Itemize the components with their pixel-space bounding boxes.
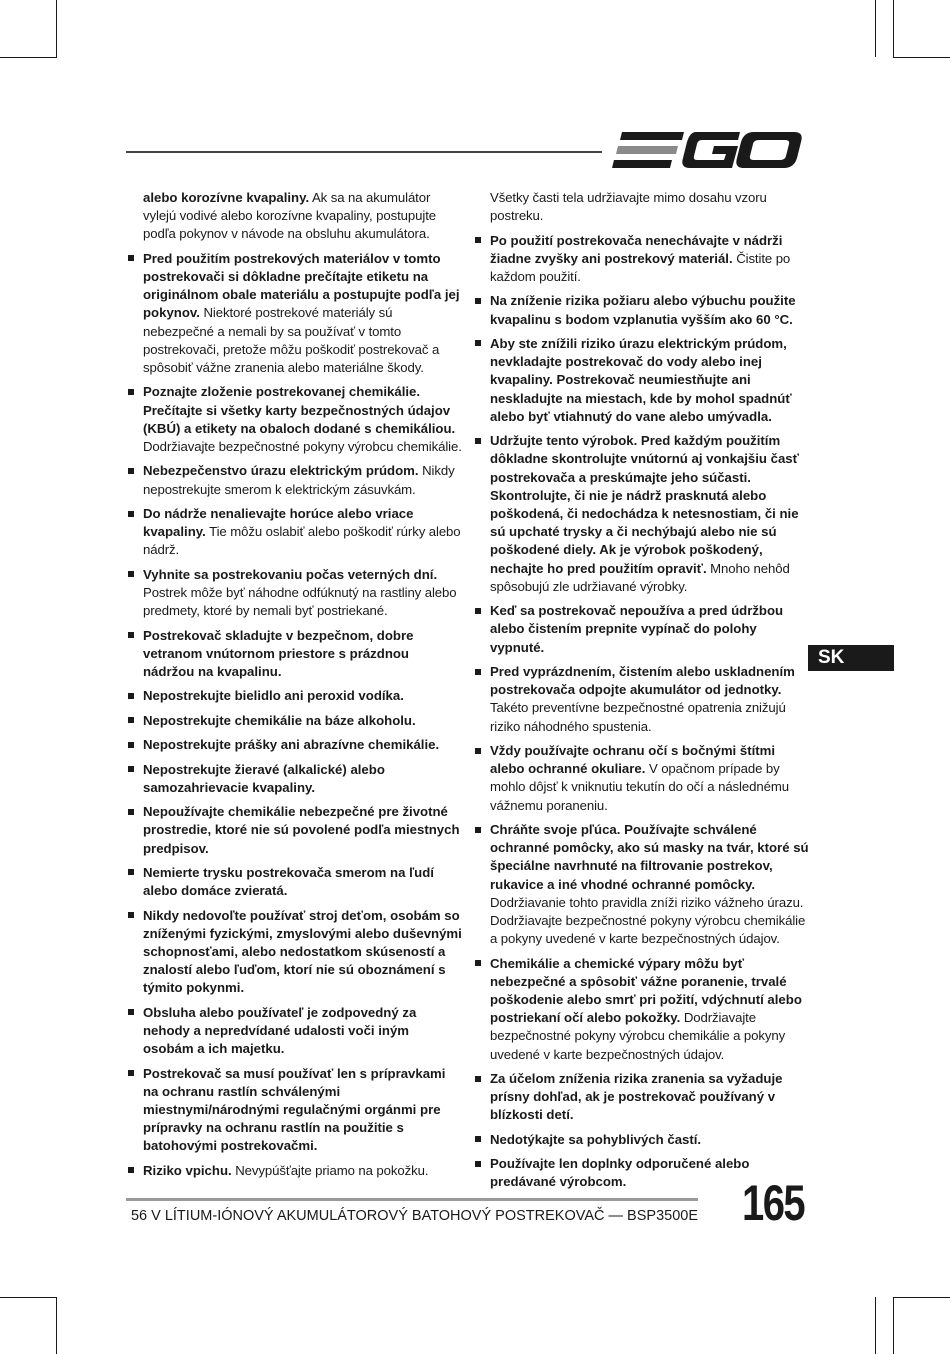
right-column [475, 189, 810, 1198]
list-item: Nedotýkajte sa pohyblivých častí. [475, 1131, 810, 1149]
list-item: Všetky časti tela udržiavajte mimo dosahu vzoru postreku. [490, 190, 767, 224]
crop-mark [875, 1297, 876, 1354]
list-item: Nepostrekujte chemikálie na báze alkoholu. [128, 712, 463, 730]
bullet-icon [128, 255, 134, 261]
list-item: Chráňte svoje pľúca. Používajte schválené ochranné pomôcky, ako sú masky na tvár, ktoré sú špeciálne navrhnuté na filtrovanie postrekov, rukavice a iné vhodné ochranné pomôcky. Dodržiavanie tohto pravidla zníži riziko vážneho úrazu. Dodržiavajte bezpečnostné pokyny výrobcu chemikálie a pokyny uvedené v karte bezpečnostných údajov. [475, 821, 810, 948]
bullet-icon [475, 608, 481, 614]
bullet-icon [128, 1167, 134, 1173]
left-column [128, 189, 463, 1186]
crop-mark [56, 1297, 57, 1354]
list-item: Riziko vpichu. Nevypúšťajte priamo na pokožku. [128, 1162, 463, 1180]
bullet-icon [128, 869, 134, 875]
crop-mark [56, 0, 57, 57]
list-item: Nepostrekujte žieravé (alkalické) alebo samozahrievacie kvapaliny. [128, 761, 463, 797]
bullet-icon [475, 960, 481, 966]
ego-logo [612, 126, 802, 174]
page-number: 165 [742, 1175, 804, 1231]
list-item: Aby ste znížili riziko úrazu elektrickým prúdom, nevkladajte postrekovač do vody alebo inej kvapaliny. Postrekovač neumiestňujte ani neskladujte na miestach, kde by mohol spadnúť alebo byť vtiahnutý do vane alebo umývadla. [475, 335, 810, 426]
bullet-icon [128, 1070, 134, 1076]
bullet-icon [475, 748, 481, 754]
bullet-icon [128, 809, 134, 815]
bullet-icon [128, 742, 134, 748]
list-item: Nebezpečenstvo úrazu elektrickým prúdom. Nikdy nepostrekujte smerom k elektrickým zásuvkám. [128, 462, 463, 498]
list-item: Chemikálie a chemické výpary môžu byť nebezpečné a spôsobiť vážne poranenie, trvalé poškodenie alebo smrť pri požití, vdýchnutí alebo postriekaní očí alebo pokožky. Dodržiavajte bezpečnostné pokyny výrobcu chemikálie a pokyny uvedené v karte bezpečnostných údajov. [475, 955, 810, 1064]
bullet-icon [128, 693, 134, 699]
footer-title: 56 V LÍTIUM-IÓNOVÝ AKUMULÁTOROVÝ BATOHOVÝ POSTREKOVAČ — BSP3500E [130, 1208, 698, 1224]
bullet-icon [475, 827, 481, 833]
bullet-icon [128, 389, 134, 395]
bullet-icon [128, 766, 134, 772]
list-item: Postrekovač skladujte v bezpečnom, dobre vetranom vnútornom priestore s prázdnou nádržou na kvapalinu. [128, 627, 463, 682]
list-item: Keď sa postrekovač nepoužíva a pred údržbou alebo čistením prepnite vypínač do polohy vypnuté. [475, 602, 810, 657]
list-item: Poznajte zloženie postrekovanej chemikálie. Prečítajte si všetky karty bezpečnostných údajov (KBÚ) a etikety na obaloch dodané s chemikáliou. Dodržiavajte bezpečnostné pokyny výrobcu chemikálie. [128, 383, 463, 456]
crop-mark [893, 1297, 950, 1298]
list-item: Používajte len doplnky odporučené alebo predávané výrobcom. [475, 1155, 810, 1191]
crop-mark [875, 0, 876, 57]
bullet-icon [128, 632, 134, 638]
footer-rule [126, 1198, 698, 1201]
bullet-icon [128, 1009, 134, 1015]
list-item: Nepostrekujte prášky ani abrazívne chemikálie. [128, 736, 463, 754]
bullet-icon [128, 571, 134, 577]
bullet-icon [128, 468, 134, 474]
list-item: Pred použitím postrekových materiálov v tomto postrekovači si dôkladne prečítajte etiketu na originálnom obale materiálu a postupujte podľa jej pokynov. Niektoré postrekové materiály sú nebezpečné a nemali by sa používať v tomto postrekovači, pretože môžu poškodiť postrekovač a spôsobiť vážne zranenia alebo materiálne škody. [128, 250, 463, 377]
list-item: Vyhnite sa postrekovaniu počas veterných dní. Postrek môže byť náhodne odfúknutý na rastliny alebo predmety, ktoré by nemali byť postriekané. [128, 566, 463, 621]
list-item: alebo korozívne kvapaliny. Ak sa na akumulátor vylejú vodivé alebo korozívne kvapaliny, postupujte podľa pokynov v návode na obsluhu akumulátora. [143, 190, 437, 242]
bullet-icon [475, 669, 481, 675]
list-item: Nepostrekujte bielidlo ani peroxid vodíka. [128, 687, 463, 705]
crop-mark [893, 57, 950, 58]
list-item: Nemierte trysku postrekovača smerom na ľudí alebo domáce zvieratá. [128, 864, 463, 900]
crop-mark [0, 1297, 57, 1298]
list-item: Do nádrže nenalievajte horúce alebo vriace kvapaliny. Tie môžu oslabiť alebo poškodiť rúrky alebo nádrž. [128, 505, 463, 560]
bullet-icon [128, 912, 134, 918]
bullet-icon [475, 1136, 481, 1142]
list-item: Nikdy nedovoľte používať stroj deťom, osobám so zníženými fyzickými, zmyslovými alebo duševnými schopnosťami, alebo nedostatkom skúseností a znalostí alebo ľuďom, ktorí nie sú oboznámení s týmito pokynmi. [128, 907, 463, 998]
bullet-icon [475, 438, 481, 444]
list-item: Za účelom zníženia rizika zranenia sa vyžaduje prísny dohľad, ak je postrekovač používaný v blízkosti detí. [475, 1070, 810, 1125]
list-item: Pred vyprázdnením, čistením alebo uskladnením postrekovača odpojte akumulátor od jednotky. Takéto preventívne bezpečnostné opatrenia znižujú riziko náhodného spustenia. [475, 663, 810, 736]
list-item: Obsluha alebo používateľ je zodpovedný za nehody a nepredvídané udalosti voči iným osobám a ich majetku. [128, 1004, 463, 1059]
list-item: Udržujte tento výrobok. Pred každým použitím dôkladne skontrolujte vnútornú aj vonkajšiu časť postrekovača a preskúmajte jeho súčasti. Skontrolujte, či nie je nádrž prasknutá alebo poškodená, či nedochádza k netesnostiam, či nie sú upchaté trysky a či nechýbajú alebo nie sú poškodené diely. Ak je výrobok poškodený, nechajte ho pred použitím opraviť. Mnoho nehôd spôsobujú zle udržiavané výrobky. [475, 432, 810, 596]
list-item: Nepoužívajte chemikálie nebezpečné pre životné prostredie, ktoré nie sú povolené podľa miestnych predpisov. [128, 803, 463, 858]
bullet-icon [475, 340, 481, 346]
crop-mark [0, 57, 57, 58]
list-item: Na zníženie rizika požiaru alebo výbuchu použite kvapalinu s bodom vzplanutia vyšším ako 60 °C. [475, 292, 810, 328]
bullet-icon [475, 237, 481, 243]
header-rule [126, 151, 602, 153]
crop-mark [893, 1297, 894, 1354]
crop-mark [893, 0, 894, 57]
list-item: Vždy používajte ochranu očí s bočnými štítmi alebo ochranné okuliare. V opačnom prípade by mohlo dôjsť k vniknutiu tekutín do očí a následnému vážnemu poraneniu. [475, 742, 810, 815]
bullet-icon [475, 1076, 481, 1082]
bullet-icon [475, 1161, 481, 1167]
language-tab: SK [808, 645, 894, 671]
list-item: Postrekovač sa musí používať len s prípravkami na ochranu rastlín schválenými miestnymi/národnými regulačnými orgánmi pre prípravky na ochranu rastlín na použitie s batohovými postrekovačmi. [128, 1065, 463, 1156]
bullet-icon [128, 511, 134, 517]
bullet-icon [475, 298, 481, 304]
bullet-icon [128, 717, 134, 723]
list-item: Po použití postrekovača nenechávajte v nádrži žiadne zvyšky ani postrekový materiál. Čistite po každom použití. [475, 232, 810, 287]
